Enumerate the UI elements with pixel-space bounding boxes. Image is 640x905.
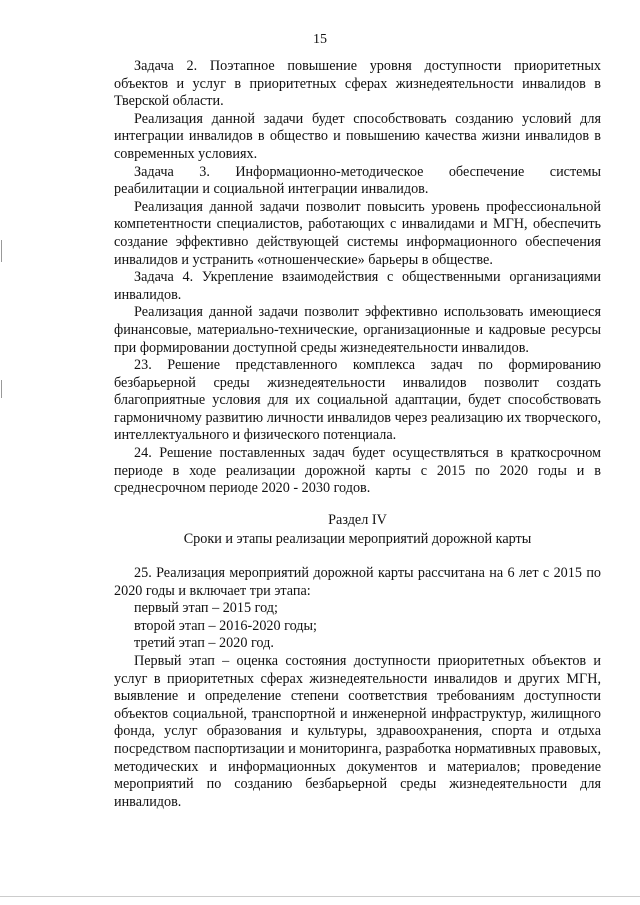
paragraph-task-4: Задача 4. Укрепление взаимодействия с общественными организациями инвалидов.	[114, 269, 601, 303]
paragraph-24: 24. Решение поставленных задач будет осуществляться в краткосрочном периоде в ходе реализации дорожной карты с 2015 по 2020 годы и в среднесрочном периоде 2020 - 2030 годов.	[114, 445, 601, 497]
scan-edge-mark	[1, 240, 2, 262]
paragraph-task-3: Задача 3. Информационно-методическое обеспечение системы реабилитации и социальной интеграции инвалидов.	[114, 163, 601, 198]
stage-item: третий этап – 2020 год.	[134, 635, 274, 652]
paragraph-task-4-impl: Реализация данной задачи позволит эффективно использовать имеющиеся финансовые, материально-технические, организационные и кадровые ресурсы при формировании доступной среды жизнедеятельности инвалидов.	[114, 304, 601, 356]
paragraph-task-2: Задача 2. Поэтапное повышение уровня доступности приоритетных объектов и услуг в приоритетных сферах жизнедеятельности инвалидов в Тверской области.	[114, 58, 601, 110]
stage-item: второй этап – 2016-2020 годы;	[134, 617, 317, 634]
scan-bottom-edge	[0, 896, 640, 897]
document-body	[114, 58, 601, 811]
scan-edge-mark	[1, 380, 2, 398]
paragraph-task-3-impl: Реализация данной задачи позволит повысить уровень профессиональной компетентности специалистов, работающих с инвалидами и МГН, обеспечить создание эффективно действующей системы информационного обеспечения инвалидов и устранить «отношенческие» барьеры в обществе.	[114, 198, 601, 268]
paragraph-25: 25. Реализация мероприятий дорожной карты рассчитана на 6 лет с 2015 по 2020 годы и включает три этапа:	[114, 565, 601, 599]
paragraph-23: 23. Решение представленного комплекса задач по формированию безбарьерной среды жизнедеятельности инвалидов позволит создать благоприятные условия для их социальной адаптации, будет способствовать гармоничному развитию личности инвалидов через реализацию их творческого, интеллектуального и физического потенциала.	[114, 357, 601, 444]
page-number: 15	[313, 32, 327, 47]
stage-item: первый этап – 2015 год;	[134, 600, 278, 617]
paragraph-task-2-impl: Реализация данной задачи будет способствовать созданию условий для интеграции инвалидов в общество и повышению качества жизни инвалидов в современных условиях.	[114, 110, 601, 162]
section-title: Сроки и этапы реализации мероприятий дорожной карты	[183, 531, 532, 548]
section-number: Раздел IV	[328, 511, 387, 528]
paragraph-first-stage: Первый этап – оценка состояния доступности приоритетных объектов и услуг в приоритетных сферах жизнедеятельности инвалидов и других МГН, выявление и определение степени соответствия требованиям доступности объектов социальной, транспортной и инженерной инфраструктур, жилищного фонда, услуг образования и культуры, здравоохранения, спорта и отдыха посредством паспортизации и мониторинга, разработка нормативных правовых, методических и информационных документов и материалов; проведение мероприятий по созданию безбарьерной среды жизнедеятельности для инвалидов.	[114, 653, 601, 810]
